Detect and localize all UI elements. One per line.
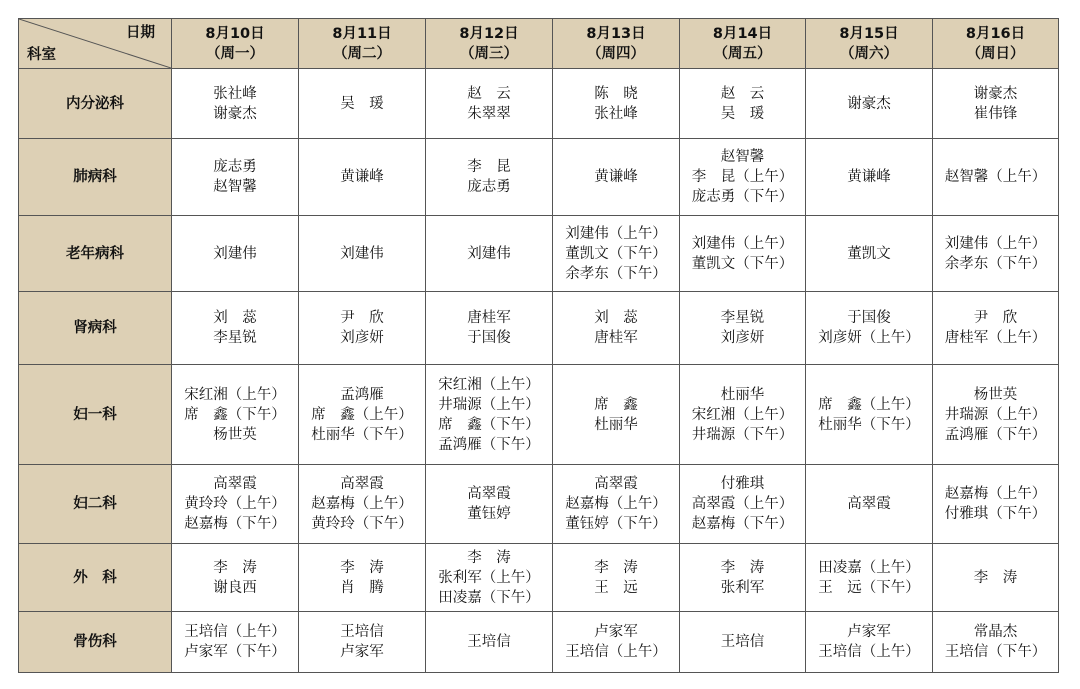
department-cell: 肾病科 [19, 292, 172, 365]
doctor-name: 陈 晓 [594, 85, 638, 102]
header-row [19, 19, 1059, 69]
duty-cell [299, 139, 426, 216]
day-header-date: 8月10日 [205, 25, 265, 42]
duty-cell [933, 292, 1059, 365]
doctor-name: 高翠霞 [340, 476, 384, 492]
doctor-name: 王 远（下午） [818, 579, 920, 596]
table-row [19, 292, 1059, 365]
doctor-name: 王培信（上午） [818, 644, 920, 660]
duty-cell [299, 216, 426, 292]
duty-cell [553, 292, 680, 365]
doctor-name: 于国俊 [847, 310, 891, 326]
table-row [19, 612, 1059, 673]
doctor-name: 宋红湘（上午） [691, 406, 794, 423]
doctor-name: 崔伟锋 [973, 105, 1018, 122]
doctor-name: 赵嘉梅（下午） [184, 516, 286, 532]
department-axis-label: 科室 [27, 47, 56, 63]
duty-cell [806, 69, 933, 139]
doctor-name: 刘建伟 [467, 245, 511, 262]
doctor-name: 孟鸿雁 [340, 386, 384, 403]
duty-cell [426, 216, 553, 292]
department-cell: 内分泌科 [19, 69, 172, 139]
doctor-name: 刘建伟 [340, 245, 384, 262]
doctor-name: 黄玲玲（下午） [311, 516, 413, 532]
doctor-name: 高翠霞 [467, 486, 511, 502]
doctor-name: 董凯文（下午） [565, 245, 667, 262]
duty-cell [806, 216, 933, 292]
doctor-name: 张利军（上午） [438, 569, 540, 586]
duty-cell [299, 69, 426, 139]
duty-cell [553, 69, 680, 139]
duty-cell [299, 365, 426, 465]
duty-cell [933, 216, 1059, 292]
duty-cell [806, 292, 933, 365]
day-header-cell [553, 19, 680, 69]
doctor-name: 孟鸿雁（下午） [438, 436, 540, 453]
doctor-name: 高翠霞 [213, 476, 257, 492]
duty-cell [933, 365, 1059, 465]
department-cell: 妇二科 [19, 465, 172, 544]
day-header-cell [806, 19, 933, 69]
doctor-name: 赵智馨 [720, 149, 765, 165]
doctor-name: 卢家军 [847, 624, 891, 640]
duty-cell [553, 139, 680, 216]
doctor-name: 董凯文（下午） [691, 255, 794, 272]
doctor-name: 赵 云 [467, 85, 511, 102]
doctor-name: 刘 蕊 [213, 310, 257, 326]
duty-cell [172, 365, 299, 465]
duty-cell [299, 544, 426, 612]
doctor-name: 李 昆 [467, 159, 511, 175]
doctor-name: 庞志勇（下午） [691, 189, 794, 205]
doctor-name: 于国俊 [467, 330, 511, 346]
doctor-name: 井瑞源（上午） [438, 396, 540, 413]
table-row [19, 69, 1059, 139]
department-cell: 肺病科 [19, 139, 172, 216]
doctor-name: 李 涛 [467, 549, 511, 566]
doctor-name: 吴 瑗 [340, 95, 384, 112]
table-row [19, 544, 1059, 612]
doctor-name: 张社峰 [594, 105, 638, 122]
doctor-name: 刘建伟（上午） [565, 225, 667, 242]
doctor-name: 卢家军 [594, 624, 638, 640]
duty-cell [426, 69, 553, 139]
duty-cell [299, 292, 426, 365]
table-row [19, 465, 1059, 544]
doctor-name: 王培信（下午） [944, 644, 1047, 660]
duty-cell [680, 612, 806, 673]
doctor-name: 董钰婷 [467, 506, 511, 522]
duty-cell [933, 544, 1059, 612]
doctor-name: 付雅琪（下午） [944, 506, 1047, 522]
duty-cell [172, 292, 299, 365]
duty-cell [680, 365, 806, 465]
doctor-name: 赵嘉梅（下午） [691, 516, 794, 532]
duty-cell [172, 465, 299, 544]
doctor-name: 刘 蕊 [594, 310, 638, 326]
doctor-name: 尹 欣 [973, 310, 1018, 326]
doctor-name: 席 鑫（下午） [184, 406, 286, 423]
duty-cell [426, 365, 553, 465]
duty-cell [172, 612, 299, 673]
doctor-name: 王培信（上午） [565, 644, 667, 660]
doctor-name: 张社峰 [213, 85, 257, 102]
doctor-name: 席 鑫（下午） [438, 416, 540, 433]
duty-cell [933, 139, 1059, 216]
doctor-name: 杜丽华（下午） [818, 416, 920, 433]
doctor-name: 赵智馨（上午） [944, 169, 1047, 185]
department-cell: 妇一科 [19, 365, 172, 465]
duty-cell [172, 544, 299, 612]
day-header-weekday: （周二） [333, 45, 391, 62]
duty-cell [426, 612, 553, 673]
duty-cell [680, 139, 806, 216]
day-header-cell [172, 19, 299, 69]
day-header-cell [426, 19, 553, 69]
doctor-name: 唐桂军（上午） [944, 330, 1047, 346]
doctor-name: 庞志勇 [213, 159, 257, 175]
day-header-date: 8月15日 [839, 25, 899, 42]
duty-cell [426, 139, 553, 216]
doctor-name: 常晶杰 [973, 624, 1018, 640]
doctor-name: 席 鑫（上午） [818, 396, 920, 413]
doctor-name: 谢豪杰 [213, 105, 257, 122]
doctor-name: 黄玲玲（上午） [184, 496, 286, 512]
duty-cell [680, 292, 806, 365]
duty-cell [172, 216, 299, 292]
doctor-name: 余孝东（下午） [944, 255, 1047, 272]
doctor-name: 刘建伟 [213, 245, 257, 262]
day-header-weekday: （周一） [206, 45, 264, 62]
doctor-name: 余孝东（下午） [565, 265, 667, 282]
table-row [19, 216, 1059, 292]
doctor-name: 赵智馨 [213, 179, 257, 195]
doctor-name: 刘彦妍 [720, 330, 765, 346]
duty-cell [426, 292, 553, 365]
duty-cell [426, 544, 553, 612]
doctor-name: 赵嘉梅（上午） [565, 496, 667, 512]
department-cell: 外 科 [19, 544, 172, 612]
doctor-name: 井瑞源（上午） [944, 406, 1047, 423]
doctor-name: 王培信（上午） [184, 624, 286, 640]
doctor-name: 李 昆（上午） [691, 169, 794, 185]
doctor-name: 高翠霞 [594, 476, 638, 492]
doctor-name: 杜丽华 [720, 386, 765, 403]
day-header-weekday: （周三） [460, 45, 518, 62]
doctor-name: 李 涛 [594, 559, 638, 576]
doctor-name: 刘建伟（上午） [691, 235, 794, 252]
doctor-name: 杜丽华（下午） [311, 426, 413, 443]
duty-cell [806, 465, 933, 544]
doctor-name: 李 涛 [720, 559, 765, 576]
doctor-name: 赵 云 [720, 85, 765, 102]
duty-cell [553, 544, 680, 612]
day-header-date: 8月11日 [332, 25, 392, 42]
corner-header-cell [19, 19, 172, 69]
department-cell: 骨伤科 [19, 612, 172, 673]
doctor-name: 李 涛 [213, 559, 257, 576]
doctor-name: 黄谦峰 [847, 169, 891, 185]
duty-schedule-table [18, 18, 1059, 673]
duty-cell [933, 69, 1059, 139]
doctor-name: 席 鑫 [594, 396, 638, 413]
doctor-name: 刘彦妍（上午） [818, 330, 920, 346]
doctor-name: 刘建伟（上午） [944, 235, 1047, 252]
doctor-name: 赵嘉梅（上午） [311, 496, 413, 512]
duty-cell [299, 465, 426, 544]
doctor-name: 孟鸿雁（下午） [944, 426, 1047, 443]
department-cell: 老年病科 [19, 216, 172, 292]
duty-cell [172, 139, 299, 216]
doctor-name: 杨世英 [213, 426, 257, 443]
duty-cell [553, 612, 680, 673]
doctor-name: 杜丽华 [594, 416, 638, 433]
duty-cell [806, 544, 933, 612]
day-header-cell [680, 19, 806, 69]
doctor-name: 唐桂军 [594, 330, 638, 346]
doctor-name: 付雅琪 [720, 476, 765, 492]
duty-cell [806, 365, 933, 465]
doctor-name: 田凌嘉（下午） [438, 589, 540, 606]
day-header-cell [299, 19, 426, 69]
doctor-name: 李星锐 [720, 310, 765, 326]
doctor-name: 卢家军（下午） [184, 644, 286, 660]
table-row [19, 365, 1059, 465]
doctor-name: 王培信 [467, 634, 511, 650]
doctor-name: 唐桂军 [467, 310, 511, 326]
doctor-name: 董凯文 [847, 245, 891, 262]
duty-cell [806, 612, 933, 673]
doctor-name: 王培信 [720, 634, 765, 650]
duty-cell [680, 69, 806, 139]
doctor-name: 肖 腾 [340, 579, 384, 596]
date-axis-label: 日期 [126, 25, 155, 41]
day-header-date: 8月14日 [712, 25, 773, 42]
doctor-name: 黄谦峰 [340, 169, 384, 185]
doctor-name: 吴 瑗 [720, 105, 765, 122]
duty-cell [553, 216, 680, 292]
day-header-weekday: （周日） [966, 45, 1025, 62]
doctor-name: 李 涛 [340, 559, 384, 576]
doctor-name: 谢豪杰 [847, 95, 891, 112]
doctor-name: 高翠霞（上午） [691, 496, 794, 512]
duty-cell [426, 465, 553, 544]
day-header-weekday: （周五） [713, 45, 772, 62]
doctor-name: 朱翠翠 [467, 105, 511, 122]
duty-cell [680, 216, 806, 292]
schedule-body [19, 69, 1059, 673]
doctor-name: 王培信 [340, 624, 384, 640]
day-header-cell [933, 19, 1059, 69]
doctor-name: 谢豪杰 [973, 85, 1018, 102]
duty-cell [806, 139, 933, 216]
doctor-name: 席 鑫（上午） [311, 406, 413, 423]
doctor-name: 宋红湘（上午） [184, 386, 286, 403]
day-header-date: 8月16日 [965, 25, 1026, 42]
doctor-name: 尹 欣 [340, 310, 384, 326]
doctor-name: 卢家军 [340, 644, 384, 660]
doctor-name: 董钰婷（下午） [565, 516, 667, 532]
day-header-date: 8月13日 [586, 25, 646, 42]
doctor-name: 李星锐 [213, 330, 257, 346]
doctor-name: 王 远 [594, 579, 638, 596]
doctor-name: 赵嘉梅（上午） [944, 486, 1047, 502]
duty-cell [299, 612, 426, 673]
doctor-name: 谢良西 [213, 579, 257, 596]
day-header-weekday: （周四） [587, 45, 645, 62]
duty-cell [553, 365, 680, 465]
day-header-weekday: （周六） [840, 45, 898, 62]
duty-cell [680, 465, 806, 544]
doctor-name: 杨世英 [973, 386, 1018, 403]
doctor-name: 黄谦峰 [594, 169, 638, 185]
doctor-name: 庞志勇 [467, 179, 511, 195]
doctor-name: 刘彦妍 [340, 330, 384, 346]
duty-cell [680, 544, 806, 612]
duty-cell [933, 465, 1059, 544]
duty-cell [172, 69, 299, 139]
table-row [19, 139, 1059, 216]
duty-cell [553, 465, 680, 544]
doctor-name: 李 涛 [973, 569, 1018, 586]
doctor-name: 宋红湘（上午） [438, 376, 540, 393]
doctor-name: 井瑞源（下午） [691, 426, 794, 443]
doctor-name: 田凌嘉（上午） [818, 559, 920, 576]
day-header-date: 8月12日 [459, 25, 519, 42]
duty-cell [933, 612, 1059, 673]
doctor-name: 高翠霞 [847, 496, 891, 512]
doctor-name: 张利军 [720, 579, 765, 596]
